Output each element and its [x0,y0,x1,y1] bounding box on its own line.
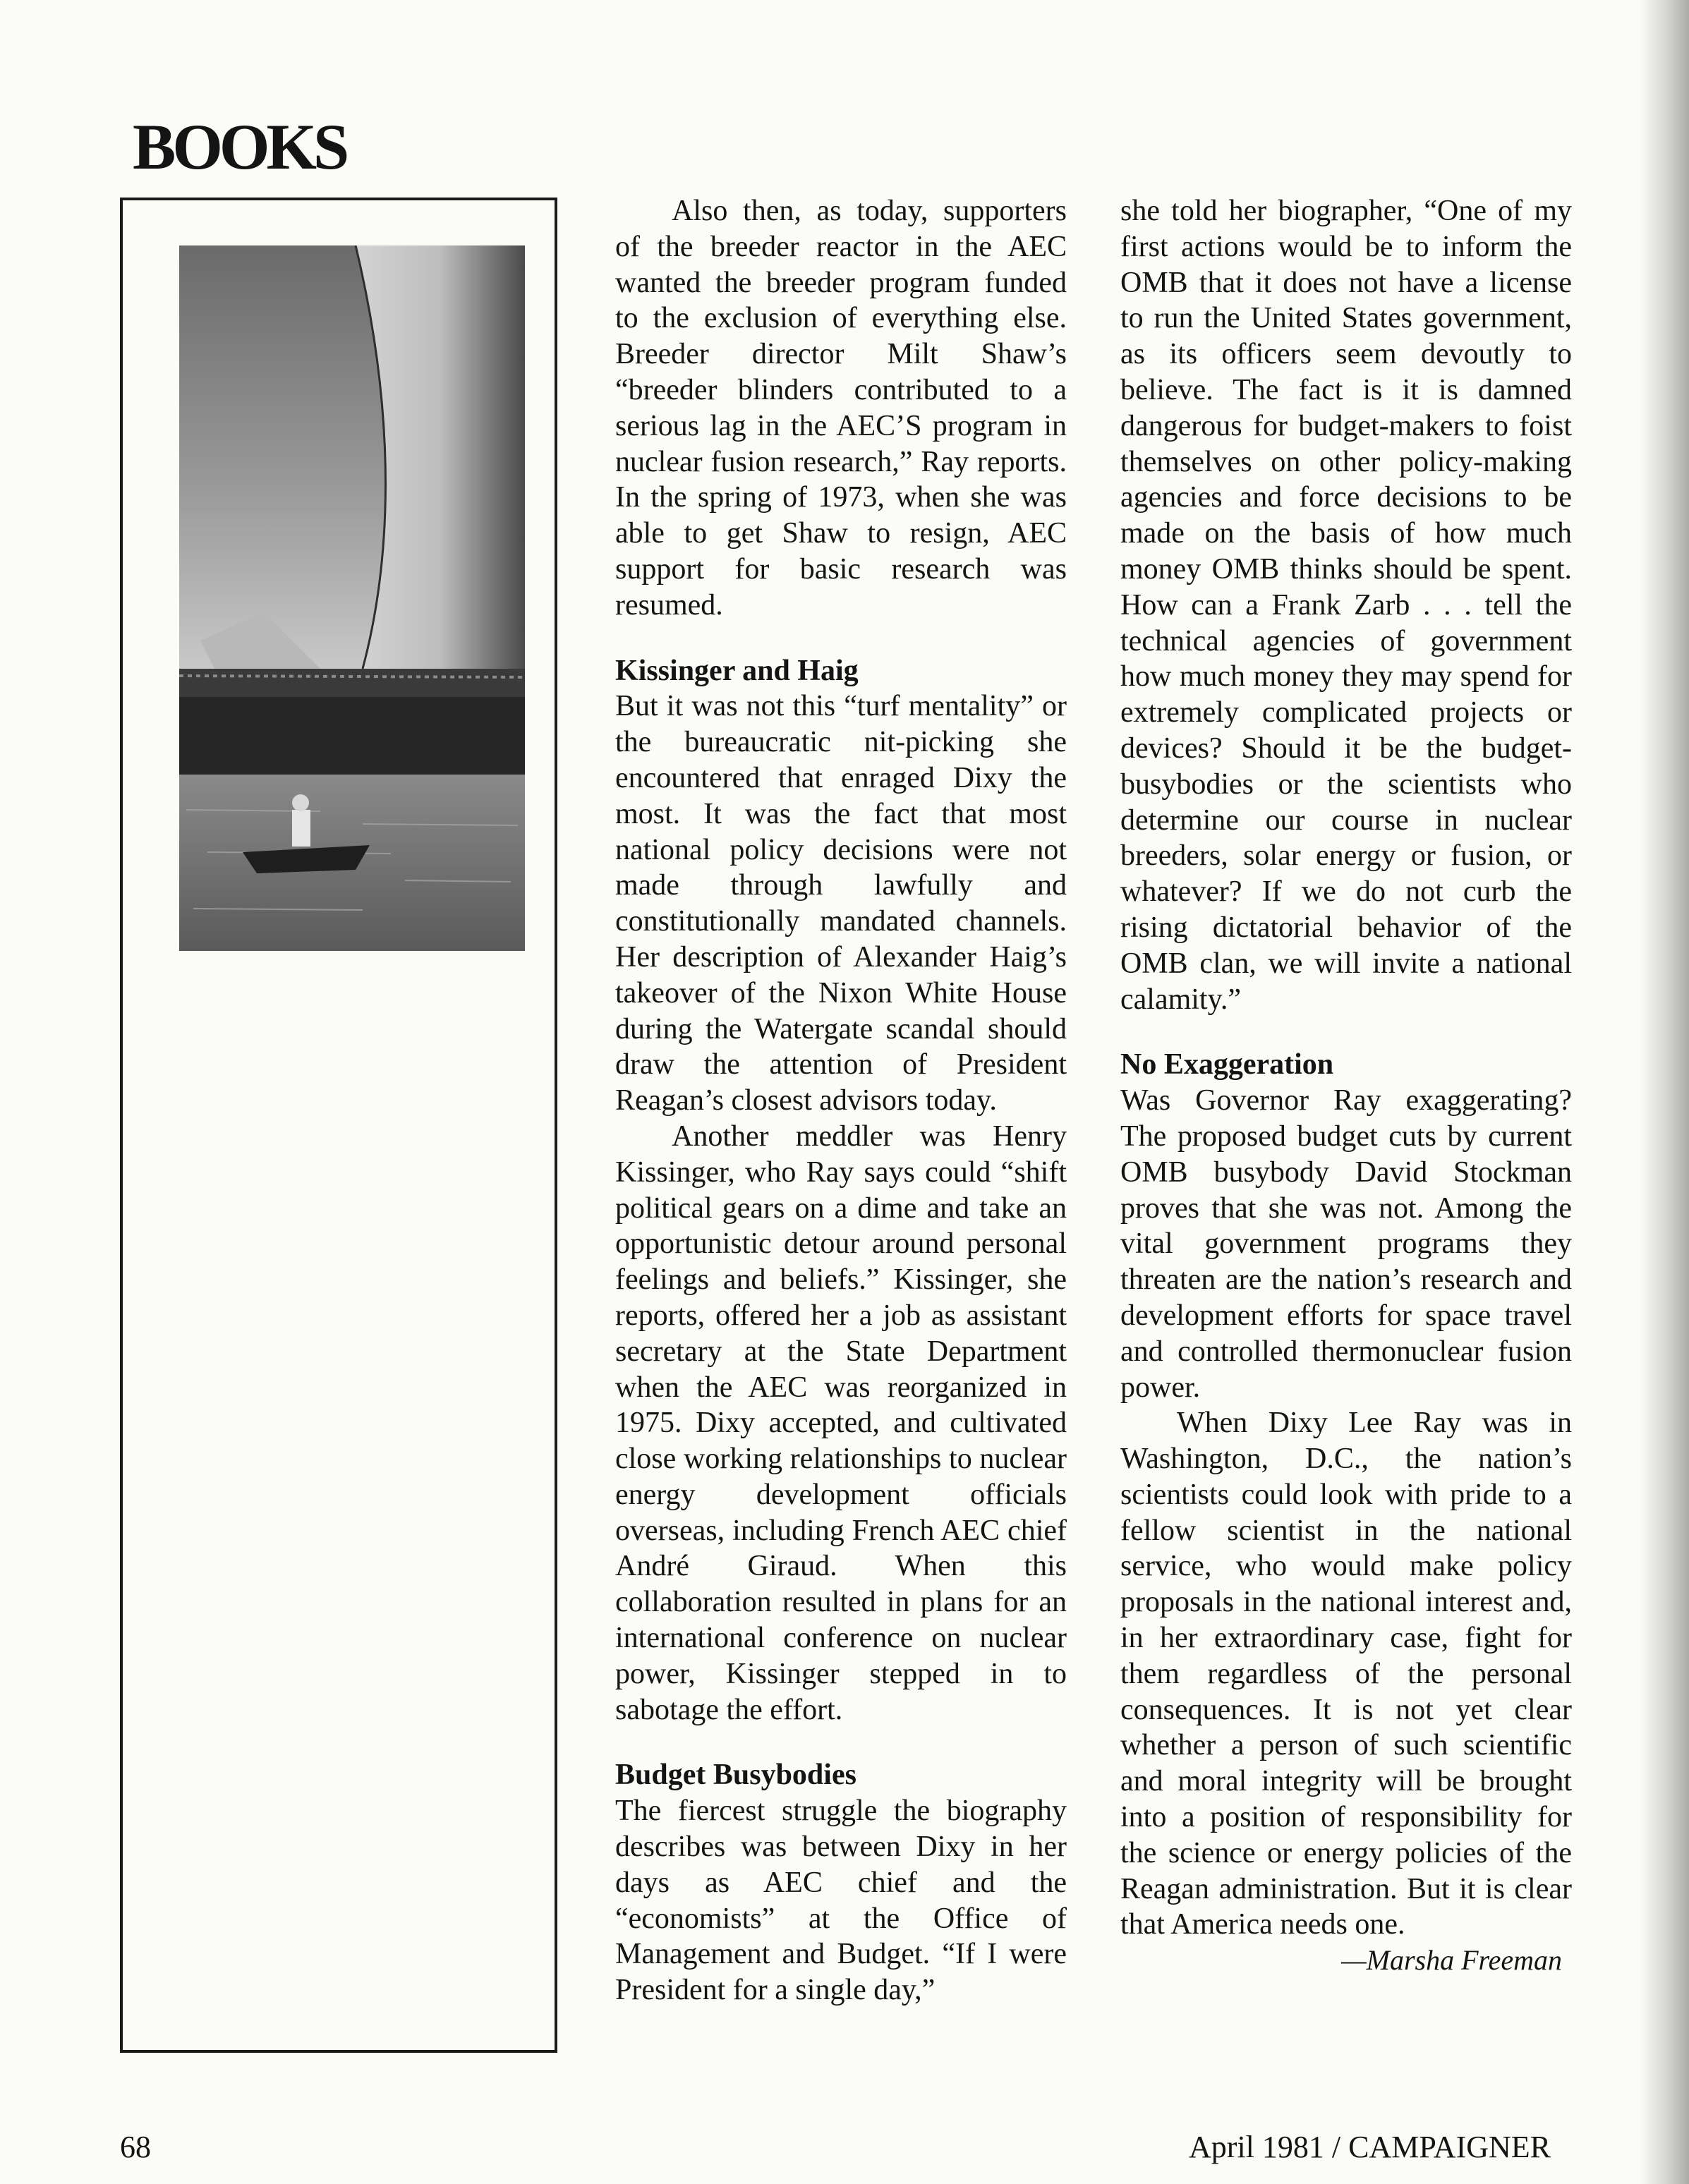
subheading-budget-busybodies: Budget Busybodies [615,1759,856,1792]
paragraph: Also then, as today, supporters of the breeder reactor in the AEC wanted the breeder program funded to the exclusion of everything else. Breeder director Milt Shaw’s “breeder blinders contributed to a serious lag in the AEC’S program in nuclear fusion research,” Ray reports. In the spring of 1973, when she was able to get Shaw to resign, AEC support for basic research was resumed. [615,195,1067,621]
article-column-2 [1120,193,1572,1978]
photograph-nuclear-plant-and-boat [179,245,525,951]
paragraph: Was Governor Ray exaggerating? The proposed budget cuts by current OMB busybody David Stockman proves that she was not. Among the vital government programs they threaten are the nation’s research and development efforts for space travel and controlled thermonuclear fusion power. [1120,1084,1572,1404]
issue-line: April 1981 / CAMPAIGNER [1189,2130,1551,2164]
page-number: 68 [120,2130,151,2164]
scan-edge-shadow [1640,0,1689,2184]
article-column-1 [615,193,1067,2008]
author-byline: —Marsha Freeman [1341,1944,1562,1977]
paragraph: When Dixy Lee Ray was in Washington, D.C., the nation’s scientists could look with pride to a fellow scientist in the national service, who would make policy proposals in the national interest and, in her extraordinary case, fight for them regardless of the personal consequences. It is not yet clear whether a person of such scientific and moral integrity will be brought into a position of responsibility for the science or energy policies of the Reagan administration. But it is clear that America needs one. [1120,1407,1572,1941]
photo-frame [120,198,557,2053]
paragraph: Another meddler was Henry Kissinger, who Ray says could “shift political gears on a dime and take an opportunistic detour around personal feelings and beliefs.” Kissinger, she reports, offered her a job as assistant secretary at the State Department when the AEC was reorganized in 1975. Dixy accepted, and cultivated close working relationships to nuclear energy development officials overseas, including French AEC chief André Giraud. When this collaboration resulted in plans for an international conference on nuclear power, Kissinger stepped in to sabotage the effort. [615,1120,1067,1726]
subheading-kissinger-and-haig: Kissinger and Haig [615,654,859,687]
paragraph: she told her biographer, “One of my first actions would be to inform the OMB that it does not have a license to run the United States government, as its officers seem devoutly to believe. The fact is it is damned dangerous for budget-makers to foist themselves on other policy-making agencies and force decisions to be made on the basis of how much money OMB thinks should be spent. How can a Frank Zarb . . . tell the technical agencies of government how much money they may spend for extremely complicated projects or devices? Should it be the budget-busybodies or the scientists who determine our course in nuclear breeders, solar energy or fusion, or whatever? If we do not curb the rising dictatorial behavior of the OMB clan, we will invite a national calamity.” [1120,195,1572,1016]
paragraph: The fiercest struggle the biography describes was between Dixy in her days as AEC chief and the “economists” at the Office of Management and Budget. “If I were President for a single day,” [615,1795,1067,2007]
section-heading: BOOKS [133,111,346,183]
subheading-no-exaggeration: No Exaggeration [1120,1048,1334,1081]
paragraph: But it was not this “turf mentality” or the bureaucratic nit-picking she encountered that enraged Dixy the most. It was the fact that most national policy decisions were not made through lawfully and constitutionally mandated channels. Her description of Alexander Haig’s takeover of the Nixon White House during the Watergate scandal should draw the attention of President Reagan’s closest advisors today. [615,690,1067,1117]
